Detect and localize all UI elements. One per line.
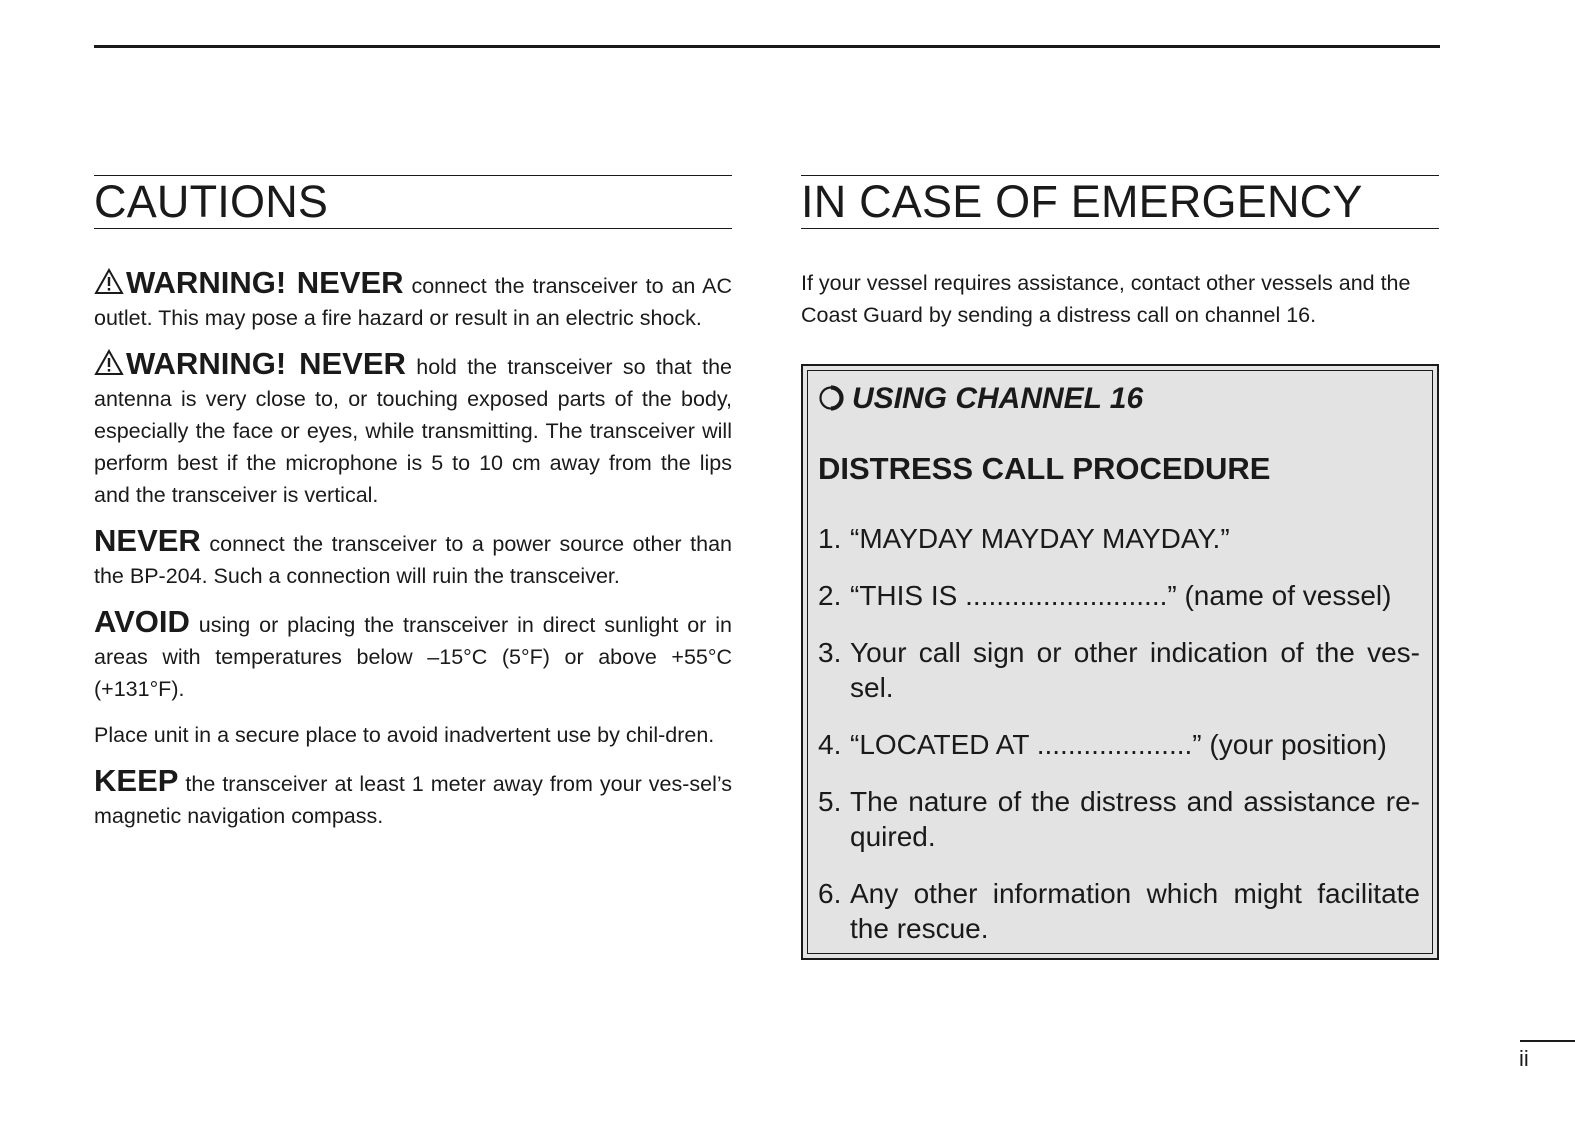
step-number: 1. [818,523,842,554]
list-item [818,784,1420,854]
caution-text: the transceiver at least 1 meter away from your ves-sel’s magnetic navigation compass. [94,772,732,828]
step-text: “LOCATED AT ....................” (your position) [850,729,1387,760]
emergency-section [801,175,1439,331]
distress-procedure-box-inner [807,370,1433,954]
caution-paragraph-6 [94,765,732,832]
page-number-rule [1520,1040,1575,1042]
page-number: ii [1519,1046,1529,1071]
emergency-title: IN CASE OF EMERGENCY [801,175,1439,229]
warning-triangle-icon [94,349,124,376]
caution-text: hold the transceiver so that the antenna is very close to, or touching exposed parts of the body, especially the face or eyes, while transmitting. The transceiver will perform best if the microphone is 5 to 10 cm away from the lips and the transceiver is vertical. [94,355,732,507]
step-number: 5. [818,786,842,817]
list-item [818,578,1420,613]
box-header-text: USING CHANNEL 16 [852,382,1144,415]
list-item [818,521,1420,556]
emergency-intro: If your vessel requires assistance, contact other vessels and the Coast Guard by sending a distress call on channel 16. [801,271,1411,327]
distress-steps-list [818,521,1420,946]
caution-lead: NEVER [94,523,201,558]
list-item [818,727,1420,762]
step-number: 3. [818,637,842,668]
list-item [818,635,1420,705]
step-text: “MAYDAY MAYDAY MAYDAY.” [850,523,1230,554]
step-number: 2. [818,580,842,611]
caution-paragraph-1 [94,267,732,334]
cautions-title: CAUTIONS [94,175,732,229]
caution-text: using or placing the transceiver in direct sunlight or in areas with temperatures below –15°C (5°F) or above +55°C (+131°F). [94,613,732,701]
caution-lead: AVOID [94,604,190,639]
step-number: 6. [818,878,842,909]
caution-lead: WARNING! NEVER [126,346,406,381]
step-text: Any other information which might facilitate the rescue. [850,878,1420,944]
open-circle-icon [818,385,844,411]
caution-text: Place unit in a secure place to avoid inadvertent use by chil-dren. [94,723,715,747]
caution-text: connect the transceiver to an AC outlet. This may pose a fire hazard or result in an electric shock. [94,274,732,330]
step-number: 4. [818,729,842,760]
list-item [818,876,1420,946]
caution-lead: WARNING! NEVER [126,265,404,300]
box-subheader: DISTRESS CALL PROCEDURE [818,451,1271,486]
warning-triangle-icon [94,268,124,295]
step-text: The nature of the distress and assistance re-quired. [850,786,1420,852]
top-rule [94,45,1440,48]
box-header [818,379,1420,419]
step-text: Your call sign or other indication of the ves-sel. [850,637,1420,703]
cautions-section [94,175,732,832]
caution-text: connect the transceiver to a power source other than the BP-204. Such a connection will ruin the transceiver. [94,532,732,588]
caution-lead: KEEP [94,763,179,798]
step-text: “THIS IS ..........................” (name of vessel) [850,580,1392,611]
caution-paragraph-3 [94,525,732,592]
caution-paragraph-2 [94,348,732,511]
distress-procedure-box [801,364,1439,960]
caution-paragraph-4 [94,606,732,705]
caution-paragraph-5 [94,719,732,751]
